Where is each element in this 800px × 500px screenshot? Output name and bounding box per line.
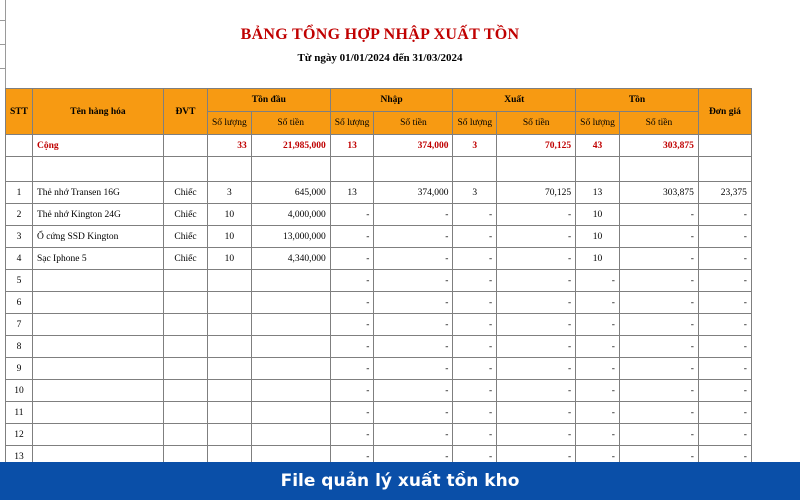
item-name-cell[interactable]	[32, 292, 163, 314]
closing-amount-cell[interactable]: -	[619, 248, 698, 270]
import-amount-cell[interactable]: -	[374, 402, 453, 424]
export-amount-cell[interactable]: -	[497, 248, 576, 270]
unit-cell[interactable]	[163, 292, 207, 314]
export-qty-cell[interactable]: -	[453, 336, 497, 358]
opening-qty-cell[interactable]	[207, 446, 251, 463]
unit-cell[interactable]	[163, 380, 207, 402]
export-qty-cell[interactable]: -	[453, 424, 497, 446]
item-name-cell[interactable]	[32, 446, 163, 463]
closing-amount-cell[interactable]: -	[619, 226, 698, 248]
subheader-qty[interactable]: Số lượng	[207, 112, 251, 135]
import-qty-cell[interactable]: -	[330, 424, 374, 446]
export-qty-cell[interactable]: -	[453, 380, 497, 402]
unit-price-cell[interactable]: -	[698, 336, 751, 358]
subheader-amount[interactable]: Số tiền	[374, 112, 453, 135]
export-amount-cell[interactable]: -	[497, 336, 576, 358]
unit-price-cell[interactable]: -	[698, 380, 751, 402]
export-amount-cell[interactable]: -	[497, 204, 576, 226]
header-opening[interactable]: Tồn đầu	[207, 89, 330, 112]
opening-qty-cell[interactable]	[207, 424, 251, 446]
opening-amount-cell[interactable]	[251, 446, 330, 463]
export-amount-cell[interactable]: 70,125	[497, 182, 576, 204]
stt-cell[interactable]: 5	[6, 270, 33, 292]
export-amount-cell[interactable]: -	[497, 424, 576, 446]
table-row	[6, 226, 752, 248]
stt-cell[interactable]: 2	[6, 204, 33, 226]
header-stt[interactable]: STT	[6, 89, 33, 135]
unit-price-cell[interactable]: -	[698, 402, 751, 424]
item-name-cell[interactable]	[32, 270, 163, 292]
export-qty-cell[interactable]: -	[453, 314, 497, 336]
total-import-qty-cell[interactable]: 13	[330, 135, 374, 157]
subheader-amount[interactable]: Số tiền	[497, 112, 576, 135]
unit-cell[interactable]: Chiếc	[163, 248, 207, 270]
export-qty-cell[interactable]: -	[453, 204, 497, 226]
closing-amount-cell[interactable]: -	[619, 358, 698, 380]
import-qty-cell[interactable]: -	[330, 204, 374, 226]
opening-qty-cell[interactable]	[207, 358, 251, 380]
total-opening-amount-cell[interactable]: 21,985,000	[251, 135, 330, 157]
opening-qty-cell[interactable]	[207, 336, 251, 358]
export-qty-cell[interactable]: -	[453, 446, 497, 463]
stt-cell[interactable]: 4	[6, 248, 33, 270]
export-qty-cell[interactable]: -	[453, 402, 497, 424]
stt-cell[interactable]: 1	[6, 182, 33, 204]
table-row	[6, 182, 752, 204]
opening-amount-cell[interactable]	[251, 380, 330, 402]
closing-amount-cell[interactable]: -	[619, 446, 698, 463]
cell[interactable]	[576, 157, 620, 182]
table-row	[6, 314, 752, 336]
unit-cell[interactable]: Chiếc	[163, 182, 207, 204]
total-export-qty-cell[interactable]: 3	[453, 135, 497, 157]
inventory-table	[5, 88, 752, 462]
import-amount-cell[interactable]: -	[374, 424, 453, 446]
cell[interactable]	[374, 157, 453, 182]
opening-qty-cell[interactable]	[207, 380, 251, 402]
cell[interactable]	[207, 157, 251, 182]
cell[interactable]	[698, 157, 751, 182]
unit-cell[interactable]	[163, 446, 207, 463]
unit-price-cell[interactable]: -	[698, 358, 751, 380]
header-import[interactable]: Nhập	[330, 89, 453, 112]
export-qty-cell[interactable]: -	[453, 248, 497, 270]
closing-amount-cell[interactable]: -	[619, 402, 698, 424]
import-qty-cell[interactable]: -	[330, 358, 374, 380]
opening-qty-cell[interactable]	[207, 314, 251, 336]
closing-amount-cell[interactable]: -	[619, 380, 698, 402]
header-unit[interactable]: ĐVT	[163, 89, 207, 135]
table-row	[6, 336, 752, 358]
import-qty-cell[interactable]: -	[330, 248, 374, 270]
cell[interactable]	[453, 157, 497, 182]
item-name-cell[interactable]	[32, 424, 163, 446]
table-row	[6, 204, 752, 226]
unit-price-cell[interactable]: -	[698, 270, 751, 292]
total-closing-amount-cell[interactable]: 303,875	[619, 135, 698, 157]
unit-cell[interactable]	[163, 336, 207, 358]
opening-qty-cell[interactable]: 10	[207, 248, 251, 270]
item-name-cell[interactable]: Ổ cứng SSD Kington	[32, 226, 163, 248]
table-row	[6, 248, 752, 270]
import-amount-cell[interactable]: -	[374, 270, 453, 292]
opening-amount-cell[interactable]: 4,340,000	[251, 248, 330, 270]
closing-amount-cell[interactable]: 303,875	[619, 182, 698, 204]
item-name-cell[interactable]: Sạc Iphone 5	[32, 248, 163, 270]
unit-cell[interactable]	[163, 424, 207, 446]
table-row	[6, 380, 752, 402]
closing-qty-cell[interactable]: -	[576, 424, 620, 446]
total-label-cell[interactable]: Cộng	[32, 135, 163, 157]
unit-cell[interactable]	[163, 402, 207, 424]
opening-amount-cell[interactable]: 645,000	[251, 182, 330, 204]
total-opening-qty-cell[interactable]: 33	[207, 135, 251, 157]
closing-qty-cell[interactable]: -	[576, 314, 620, 336]
cell[interactable]	[497, 157, 576, 182]
unit-price-cell[interactable]: 23,375	[698, 182, 751, 204]
opening-amount-cell[interactable]	[251, 424, 330, 446]
export-amount-cell[interactable]: -	[497, 226, 576, 248]
closing-qty-cell[interactable]: -	[576, 446, 620, 463]
unit-price-cell[interactable]: -	[698, 314, 751, 336]
import-qty-cell[interactable]: -	[330, 446, 374, 463]
caption-banner: File quản lý xuất tồn kho	[0, 462, 800, 500]
opening-amount-cell[interactable]	[251, 314, 330, 336]
closing-qty-cell[interactable]: -	[576, 358, 620, 380]
import-qty-cell[interactable]: -	[330, 336, 374, 358]
export-amount-cell[interactable]: -	[497, 380, 576, 402]
header-item-name[interactable]: Tên hàng hóa	[32, 89, 163, 135]
import-amount-cell[interactable]: -	[374, 314, 453, 336]
total-row	[6, 135, 752, 157]
item-name-cell[interactable]	[32, 336, 163, 358]
header-closing[interactable]: Tồn	[576, 89, 699, 112]
unit-price-cell[interactable]: -	[698, 248, 751, 270]
export-amount-cell[interactable]: -	[497, 314, 576, 336]
stt-cell[interactable]: 10	[6, 380, 33, 402]
opening-amount-cell[interactable]: 13,000,000	[251, 226, 330, 248]
export-amount-cell[interactable]: -	[497, 446, 576, 463]
opening-qty-cell[interactable]	[207, 270, 251, 292]
import-amount-cell[interactable]: -	[374, 248, 453, 270]
cell[interactable]	[251, 157, 330, 182]
import-amount-cell[interactable]: 374,000	[374, 182, 453, 204]
gridline	[0, 44, 5, 45]
item-name-cell[interactable]: Thẻ nhớ Kington 24G	[32, 204, 163, 226]
subheader-qty[interactable]: Số lượng	[330, 112, 374, 135]
export-amount-cell[interactable]: -	[497, 402, 576, 424]
closing-qty-cell[interactable]: 10	[576, 226, 620, 248]
export-qty-cell[interactable]: -	[453, 292, 497, 314]
item-name-cell[interactable]	[32, 314, 163, 336]
export-amount-cell[interactable]: -	[497, 270, 576, 292]
closing-qty-cell[interactable]: -	[576, 292, 620, 314]
opening-amount-cell[interactable]	[251, 358, 330, 380]
import-qty-cell[interactable]: -	[330, 314, 374, 336]
opening-amount-cell[interactable]	[251, 270, 330, 292]
header-unit-price[interactable]: Đơn giá	[698, 89, 751, 135]
closing-qty-cell[interactable]: 10	[576, 248, 620, 270]
closing-qty-cell[interactable]: -	[576, 402, 620, 424]
import-amount-cell[interactable]: -	[374, 358, 453, 380]
export-qty-cell[interactable]: -	[453, 358, 497, 380]
opening-amount-cell[interactable]	[251, 402, 330, 424]
import-amount-cell[interactable]: -	[374, 226, 453, 248]
export-qty-cell[interactable]: 3	[453, 182, 497, 204]
stt-cell[interactable]: 12	[6, 424, 33, 446]
cell[interactable]	[619, 157, 698, 182]
closing-amount-cell[interactable]: -	[619, 292, 698, 314]
stt-cell[interactable]: 6	[6, 292, 33, 314]
stt-cell[interactable]: 3	[6, 226, 33, 248]
closing-qty-cell[interactable]: -	[576, 380, 620, 402]
stt-cell[interactable]: 13	[6, 446, 33, 463]
unit-cell[interactable]: Chiếc	[163, 226, 207, 248]
subheader-amount[interactable]: Số tiền	[619, 112, 698, 135]
unit-cell[interactable]	[163, 314, 207, 336]
unit-cell[interactable]: Chiếc	[163, 204, 207, 226]
gridline	[0, 20, 5, 21]
total-export-amount-cell[interactable]: 70,125	[497, 135, 576, 157]
unit-cell[interactable]	[163, 270, 207, 292]
import-amount-cell[interactable]: -	[374, 292, 453, 314]
export-qty-cell[interactable]: -	[453, 226, 497, 248]
subheader-qty[interactable]: Số lượng	[576, 112, 620, 135]
export-amount-cell[interactable]: -	[497, 292, 576, 314]
unit-cell[interactable]	[163, 358, 207, 380]
unit-price-cell[interactable]: -	[698, 292, 751, 314]
closing-qty-cell[interactable]: -	[576, 336, 620, 358]
stt-cell[interactable]: 9	[6, 358, 33, 380]
cell[interactable]	[330, 157, 374, 182]
table-header-row	[6, 89, 752, 112]
cell[interactable]	[6, 135, 33, 157]
subheader-qty[interactable]: Số lượng	[453, 112, 497, 135]
item-name-cell[interactable]: Thẻ nhớ Transen 16G	[32, 182, 163, 204]
closing-amount-cell[interactable]: -	[619, 424, 698, 446]
item-name-cell[interactable]	[32, 380, 163, 402]
opening-amount-cell[interactable]	[251, 336, 330, 358]
import-amount-cell[interactable]: -	[374, 336, 453, 358]
item-name-cell[interactable]	[32, 358, 163, 380]
opening-qty-cell[interactable]	[207, 402, 251, 424]
import-qty-cell[interactable]: -	[330, 402, 374, 424]
opening-amount-cell[interactable]	[251, 292, 330, 314]
report-date-range: Từ ngày 01/01/2024 đến 31/03/2024	[297, 52, 463, 64]
total-closing-qty-cell[interactable]: 43	[576, 135, 620, 157]
unit-price-cell[interactable]: -	[698, 446, 751, 463]
opening-qty-cell[interactable]: 10	[207, 226, 251, 248]
import-qty-cell[interactable]: 13	[330, 182, 374, 204]
gridline	[0, 68, 5, 69]
import-qty-cell[interactable]: -	[330, 292, 374, 314]
table-row	[6, 424, 752, 446]
item-name-cell[interactable]	[32, 402, 163, 424]
import-amount-cell[interactable]: -	[374, 446, 453, 463]
import-qty-cell[interactable]: -	[330, 270, 374, 292]
closing-amount-cell[interactable]: -	[619, 314, 698, 336]
table-row	[6, 402, 752, 424]
total-import-amount-cell[interactable]: 374,000	[374, 135, 453, 157]
opening-qty-cell[interactable]: 10	[207, 204, 251, 226]
cell[interactable]	[163, 157, 207, 182]
closing-qty-cell[interactable]: 10	[576, 204, 620, 226]
import-amount-cell[interactable]: -	[374, 204, 453, 226]
export-amount-cell[interactable]: -	[497, 358, 576, 380]
stt-cell[interactable]: 7	[6, 314, 33, 336]
closing-amount-cell[interactable]: -	[619, 336, 698, 358]
stt-cell[interactable]: 8	[6, 336, 33, 358]
import-qty-cell[interactable]: -	[330, 226, 374, 248]
opening-qty-cell[interactable]: 3	[207, 182, 251, 204]
import-qty-cell[interactable]: -	[330, 380, 374, 402]
cell[interactable]	[32, 157, 163, 182]
subheader-amount[interactable]: Số tiền	[251, 112, 330, 135]
table-row	[6, 358, 752, 380]
table-row	[6, 446, 752, 463]
blank-row	[6, 157, 752, 182]
closing-qty-cell[interactable]: 13	[576, 182, 620, 204]
report-title: BẢNG TỔNG HỢP NHẬP XUẤT TỒN	[240, 26, 520, 43]
unit-price-cell[interactable]: -	[698, 424, 751, 446]
export-qty-cell[interactable]: -	[453, 270, 497, 292]
unit-price-cell[interactable]: -	[698, 226, 751, 248]
cell[interactable]	[163, 135, 207, 157]
cell[interactable]	[6, 157, 33, 182]
opening-amount-cell[interactable]: 4,000,000	[251, 204, 330, 226]
unit-price-cell[interactable]: -	[698, 204, 751, 226]
opening-qty-cell[interactable]	[207, 292, 251, 314]
closing-amount-cell[interactable]: -	[619, 270, 698, 292]
stt-cell[interactable]: 11	[6, 402, 33, 424]
closing-amount-cell[interactable]: -	[619, 204, 698, 226]
import-amount-cell[interactable]: -	[374, 380, 453, 402]
table-row	[6, 270, 752, 292]
table-row	[6, 292, 752, 314]
closing-qty-cell[interactable]: -	[576, 270, 620, 292]
header-export[interactable]: Xuất	[453, 89, 576, 112]
cell[interactable]	[698, 135, 751, 157]
